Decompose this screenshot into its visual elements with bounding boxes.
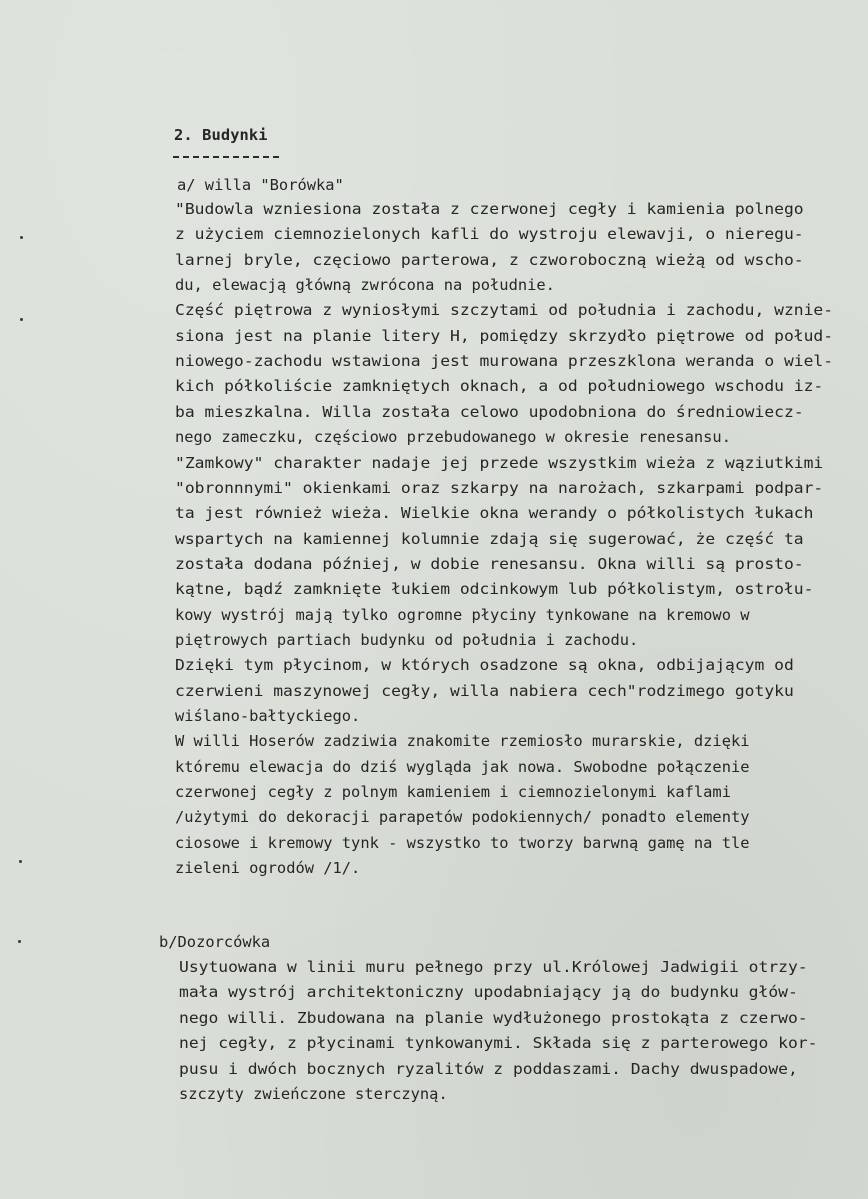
text-line: Część piętrowa z wyniosłymi szczytami od południa i zachodu, wznie- (175, 301, 834, 320)
text-line: Usytuowana w linii muru pełnego przy ul.Królowej Jadwigii otrzy- (179, 958, 808, 976)
text-line: kich półkoliście zamkniętych oknach, a od południowego wschodu iz- (175, 377, 824, 396)
text-line: nej cegły, z płycinami tynkowanymi. Składa się z parterowego kor- (179, 1034, 818, 1053)
text-line: została dodana później, w dobie renesansu. Okna willi są prosto- (175, 554, 804, 573)
margin-mark (20, 236, 23, 239)
text-line: z użyciem ciemnozielonych kafli do wystroju elewavji, o nieregu- (175, 225, 804, 244)
text-line: "Zamkowy" charakter nadaje jej przede wszystkim wieża z wąziutkimi (175, 453, 824, 472)
text-line: piętrowych partiach budynku od południa i zachodu. (175, 630, 639, 649)
text-line: szczyty zwieńczone sterczyną. (179, 1085, 448, 1103)
text-line: nego zameczku, częściowo przebudowanego w okresie renesansu. (175, 428, 731, 447)
text-line: zieleni ogrodów /1/. (175, 859, 361, 878)
text-line: pusu i dwóch bocznych ryzalitów z poddaszami. Dachy dwuspadowe, (179, 1059, 798, 1078)
section-a-title: a/ willa "Borówka" (177, 176, 344, 194)
margin-mark (18, 940, 21, 943)
text-line: czerwieni maszynowej cegły, willa nabiera cech"rodzimego gotyku (175, 681, 794, 700)
text-line: wspartych na kamiennej kolumnie zdają się sugerować, że część ta (175, 529, 804, 548)
text-line: wiślano-bałtyckiego. (175, 707, 361, 725)
section-heading: 2. Budynki (174, 126, 268, 144)
text-line: larnej bryle, częciowo parterowa, z czworoboczną wieżą od wscho- (175, 250, 804, 269)
text-line: kowy wystrój mają tylko ogromne płyciny tynkowane na kremowo w (175, 605, 750, 624)
text-line: niowego-zachodu wstawiona jest murowana przeszklona weranda o wiel- (175, 352, 834, 371)
text-line: "Budowla wzniesiona została z czerwonej cegły i kamienia polnego (175, 200, 804, 218)
text-line: któremu elewacja do dziś wygląda jak nowa. Swobodne połączenie (175, 757, 750, 776)
text-line: siona jest na planie litery H, pomiędzy skrzydło piętrowe od połud- (175, 326, 834, 345)
margin-mark (20, 318, 23, 321)
heading-underline (173, 156, 279, 158)
text-line: ta jest również wieża. Wielkie okna werandy o półkolistych łukach (175, 504, 814, 523)
text-line: ba mieszkalna. Willa została celowo upodobniona do średniowiecz- (175, 402, 804, 421)
text-line: /użytymi do dekoracji parapetów podokiennych/ ponadto elementy (175, 808, 750, 827)
text-line: "obronnnymi" okienkami oraz szkarpy na narożach, szkarpami podpar- (175, 478, 824, 497)
text-line: W willi Hoserów zadziwia znakomite rzemiosło murarskie, dzięki (175, 732, 750, 751)
text-line: mała wystrój architektoniczny upodabniający ją do budynku głów- (179, 983, 798, 1002)
text-line: ciosowe i kremowy tynk - wszystko to tworzy barwną gamę na tle (175, 833, 750, 852)
text-line: czerwonej cegły z polnym kamieniem i ciemnozielonymi kaflami (175, 783, 731, 802)
text-line: nego willi. Zbudowana na planie wydłużonego prostokąta z czerwo- (179, 1008, 808, 1027)
text-line: du, elewacją główną zwrócona na południe. (175, 276, 555, 295)
text-line: kątne, bądź zamknięte łukiem odcinkowym lub półkolistym, ostrołu- (175, 580, 814, 599)
text-line: Dzięki tym płycinom, w których osadzone są okna, odbijającym od (175, 656, 794, 675)
section-b-title: b/Dozorcówka (159, 933, 271, 951)
margin-mark (19, 860, 22, 863)
